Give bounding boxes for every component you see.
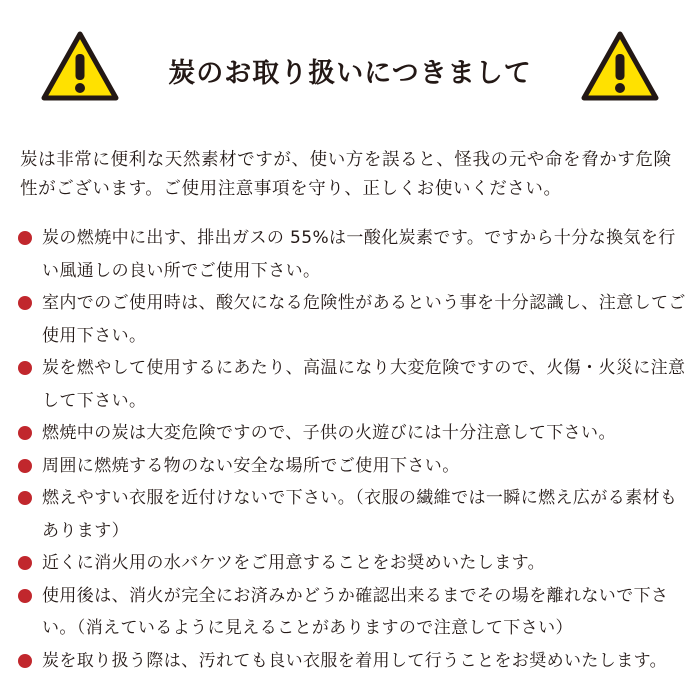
list-item [14,450,689,483]
list-item [14,417,689,450]
bullet-icon [18,361,32,375]
bullet-icon [18,654,32,668]
list-item-text: 燃焼中の炭は大変危険ですので、子供の火遊びには十分注意して下さい。 [42,423,616,443]
list-item [14,547,689,580]
list-item-text: 使用後は、消火が完全にお済みかどうか確認出来るまでその場を離れないで下さい。（消えているように見えることがありますので注意して下さい） [42,585,669,638]
bullet-icon [18,296,32,310]
bullet-icon [18,491,32,505]
list-item-text: 炭を取り扱う際は、汚れても良い衣服を着用して行うことをお奨めいたします。 [42,650,668,671]
list-item [14,287,689,352]
list-item [14,645,689,678]
list-item [14,482,689,547]
bullet-icon [18,459,32,473]
list-item-text: 室内でのご使用時は、酸欠になる危険性があるという事を十分認識し、注意してご使用下さい。 [42,293,686,346]
list-item-text: 炭を燃やして使用するにあたり、高温になり大変危険ですので、火傷・火災に注意して下さい。 [42,358,686,411]
warning-triangle-icon [580,30,660,102]
list-item [14,222,689,287]
bullet-icon [18,589,32,603]
list-item-text: 燃えやすい衣服を近付けないで下さい。（衣服の繊維では一瞬に燃え広がる素材もあります） [42,488,678,541]
list-item-text: 周囲に燃焼する物のない安全な場所でご使用下さい。 [42,455,460,476]
list-item-text: 近くに消火用の水バケツをご用意することをお奨めいたします。 [42,553,546,573]
list-item [14,580,689,645]
warning-triangle-icon [40,30,120,102]
list-item-text: 炭の燃焼中に出す、排出ガスの 55%は一酸化炭素です。ですから十分な換気を行い風通しの良い所でご使用下さい。 [42,228,676,281]
bullet-icon [18,556,32,570]
intro-text: 炭は非常に便利な天然素材ですが、使い方を誤ると、怪我の元や命を脅かす危険性がございます。ご使用注意事項を守り、正しくお使いください。 [20,150,672,199]
header [0,30,700,106]
list-item [14,352,689,417]
bullet-icon [18,231,32,245]
caution-list [14,222,689,677]
page-title: 炭のお取り扱いにつきまして [168,57,532,89]
bullet-icon [18,426,32,440]
